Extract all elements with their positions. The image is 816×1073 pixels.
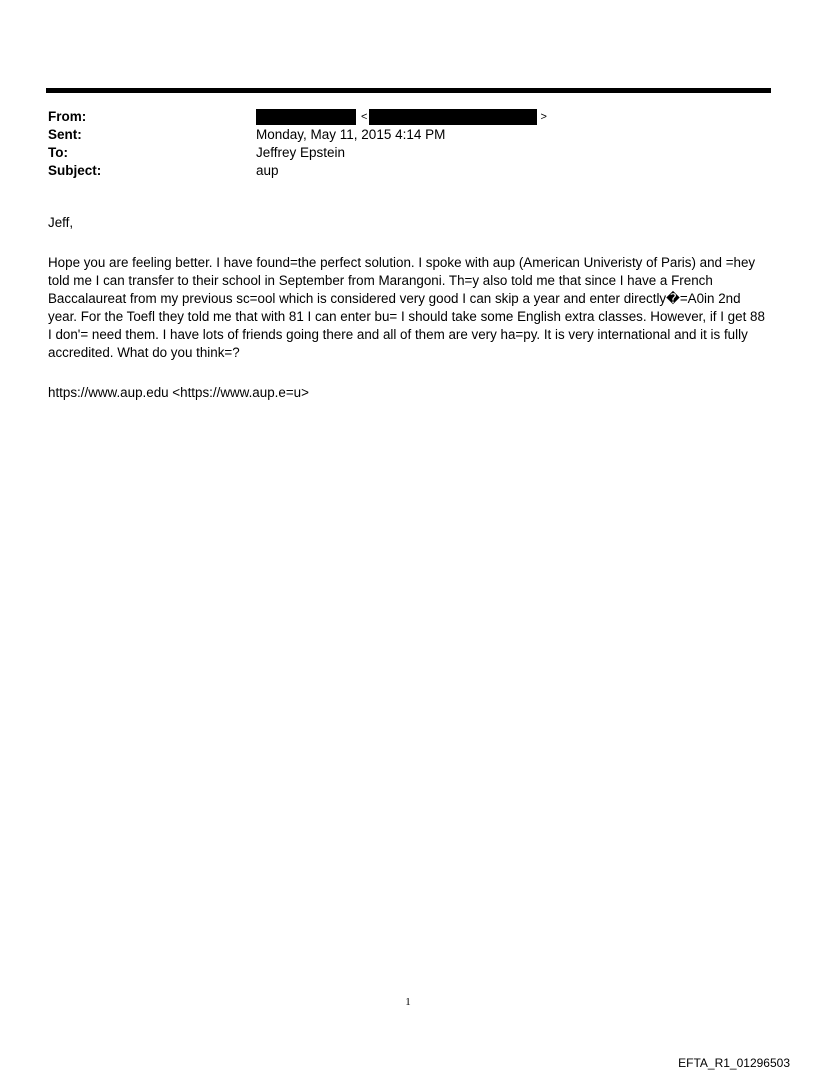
to-row [48,144,748,162]
url-line: https://www.aup.edu <https://www.aup.e=u> [48,385,309,400]
subject-label: Subject: [48,163,102,178]
body-line: accredited. What do you think=? [48,345,240,360]
greeting: Jeff, [48,215,74,230]
subject-value: aup [256,163,279,178]
from-open-bracket: < [361,111,368,123]
redacted-sender-email [369,109,537,125]
document-id: EFTA_R1_01296503 [678,1056,790,1070]
email-body [48,214,773,402]
sent-value: Monday, May 11, 2015 4:14 PM [256,127,446,142]
from-label: From: [48,109,87,124]
body-line: Baccalaureat from my previous sc=ool which is considered very good I can skip a year and enter directly�=A0in 2nd [48,291,741,306]
sent-label: Sent: [48,127,82,142]
from-row [48,108,748,126]
to-value: Jeffrey Epstein [256,145,346,160]
body-line: I don'= need them. I have lots of friends going there and all of them are very ha=py. It is very international and it is fully [48,327,748,342]
from-value [256,108,748,126]
redacted-sender-name [256,109,356,125]
body-paragraph [48,254,773,362]
to-label: To: [48,145,68,160]
email-header [48,108,748,180]
body-line: Hope you are feeling better. I have found=the perfect solution. I spoke with aup (American Univeristy of Paris) and =hey [48,255,756,270]
body-line: told me I can transfer to their school in September from Marangoni. Th=y also told me that since I have a French [48,273,713,288]
body-line: year. For the Toefl they told me that with 81 I can enter bu= I should take some English extra classes. However, if I get 88 [48,309,765,324]
from-close-bracket: > [540,111,547,123]
header-divider-rule [46,88,771,93]
sent-row [48,126,748,144]
subject-row [48,162,748,180]
page-number: 1 [405,996,411,1008]
